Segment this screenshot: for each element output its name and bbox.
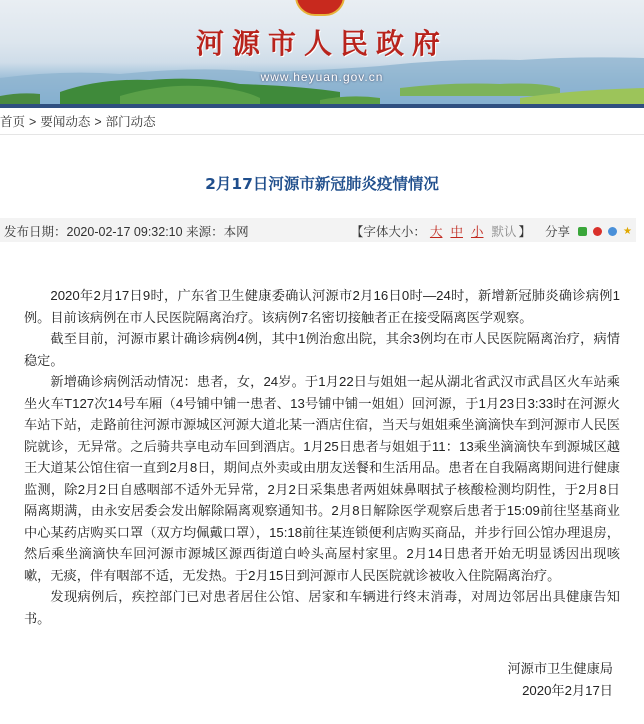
site-banner (0, 0, 644, 104)
publish-date-value: 2020-02-17 09:32:10 (66, 225, 183, 239)
paragraph: 发现病例后，疾控部门已对患者居住公馆、居家和车辆进行终末消毒，对周边邻居出具健康告知书。 (24, 589, 620, 626)
font-size-label: 【字体大小： (350, 225, 426, 239)
banner-divider (0, 104, 644, 108)
paragraph: 截至目前，河源市累计确诊病例4例，其中1例治愈出院，其余3例均在市人民医院隔离治疗，病情稳定。 (24, 331, 620, 368)
article-title: 2月17日河源市新冠肺炎疫情情况 (205, 175, 439, 193)
paragraph: 2020年2月17日9时，广东省卫生健康委确认河源市2月16日0时—24时，新增新冠肺炎确诊病例1例。目前该病例在市人民医院隔离治疗。该病例7名密切接触者正在接受隔离医学观察。 (24, 288, 620, 325)
site-title: 河源市人民政府 (195, 27, 448, 60)
favorite-icon[interactable]: ★ (623, 225, 632, 237)
breadcrumb-news[interactable]: 要闻动态 (40, 115, 91, 129)
publish-date-label: 发布日期： (4, 225, 67, 239)
breadcrumb (0, 112, 156, 130)
wechat-icon[interactable] (578, 227, 587, 236)
font-size-label-close: 】 (518, 225, 532, 239)
article-meta (4, 222, 249, 240)
signature-org: 河源市卫生健康局 (507, 661, 613, 676)
breadcrumb-separator: > (94, 115, 102, 129)
article-meta-bar (0, 218, 636, 242)
paragraph: 新增确诊病例活动情况：患者，女，24岁。于1月22日与姐姐一起从湖北省武汉市武昌区火车站乘坐火车T127次14号车厢（4号铺中铺一患者、13号铺中铺一姐姐）回河源，于1月23日3:33时在河源火车站下站，走路前往河源市源城区河源大道北某一酒店住宿，当天与姐姐乘坐滴滴快车到河源市人民医院就诊，无异常。之后骑共享电动车回到酒店。1月25日患者与姐姐于11：13乘坐滴滴快车到源城区越王大道某公馆住宿一直到2月8日，期间点外卖或由朋友送餐和生活用品。患者在自我隔离期间进行健康监测，除2月2日自感咽部不适外无异常，2月2日采集患者两姐妹鼻咽拭子核酸检测均阴性，于2月8日隔离期满，由永安居委会发出解除隔离观察通知书。2月8日解除医学观察后患者于15:09前往坚基商业中心某药店购买口罩（双方均佩戴口罩），15:18前往某连锁便利店购买商品，并步行回公馆办理退房，然后乘坐滴滴快车回河源市源城区源西街道白岭头高屋村家里。2月14日患者开始无明显诱因出现咳嗽，无痰，伴有咽部不适，无发热。于2月15日到河源市人民医院就诊被收入住院隔离治疗。 (24, 374, 620, 583)
font-size-default-button[interactable]: 默认 (491, 225, 517, 239)
article-tools (351, 222, 632, 240)
source-value: 本网 (223, 225, 249, 239)
breadcrumb-department-news[interactable]: 部门动态 (105, 115, 156, 129)
qzone-icon[interactable] (608, 227, 617, 236)
source-label: 来源： (186, 225, 224, 239)
font-size-medium-button[interactable]: 中 (450, 225, 463, 239)
article-body (24, 285, 620, 629)
weibo-icon[interactable] (593, 227, 602, 236)
share-label: 分享 (545, 225, 571, 239)
breadcrumb-separator: > (29, 115, 37, 129)
font-size-small-button[interactable]: 小 (470, 225, 484, 239)
font-size-large-button[interactable]: 大 (429, 225, 443, 239)
site-url: www.heyuan.gov.cn (260, 70, 384, 84)
breadcrumb-divider (0, 134, 644, 135)
breadcrumb-home[interactable]: 首页 (0, 115, 26, 129)
article-signature (508, 658, 614, 702)
signature-date: 2020年2月17日 (522, 683, 613, 698)
